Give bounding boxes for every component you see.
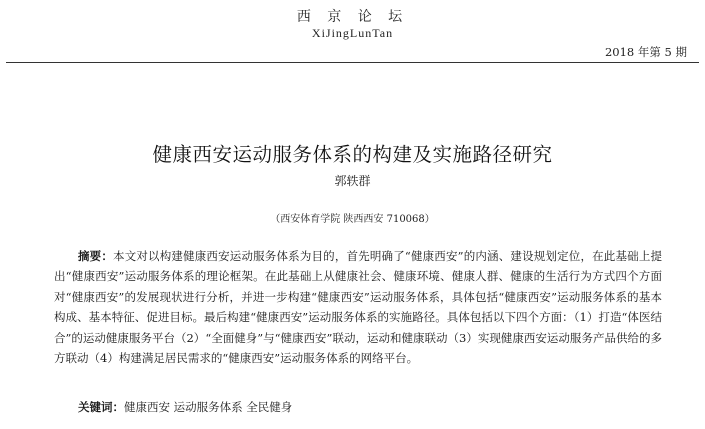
paper-title: 健康西安运动服务体系的构建及实施路径研究: [152, 143, 553, 167]
author-affiliation: （西安体育学院 陕西西安 710068）: [270, 214, 435, 225]
abstract-label: 摘要：: [78, 248, 114, 263]
abstract: [54, 246, 662, 370]
keywords: [78, 399, 292, 415]
issue-number: 2018 年第 5 期: [604, 45, 687, 59]
keywords-label: 关键词：: [78, 400, 124, 414]
keywords-text: 健康西安 运动服务体系 全民健身: [124, 400, 293, 414]
abstract-text: 本文对以构建健康西安运动服务体系为目的，首先明确了“健康西安”的内涵、建设规划定位，在此基础上提出“健康西安”运动服务体系的理论框架。在此基础上从健康社会、健康环境、健康人群、健康的生活行为方式四个方面对“健康西安”的发展现状进行分析，并进一步构建“健康西安”运动服务体系，具体包括“健康西安”运动服务体系的基本构成、基本特征、促进目标。最后构建“健康西安”运动服务体系的实施路径。具体包括以下四个方面：（1）打造“体医结合”的运动健康服务平台（2）“全面健身”与“健康西安”联动，运动和健康联动（3）实现健康西安运动服务产品供给的多方联动（4）构建满足居民需求的“健康西安”运动服务体系的网络平台。: [54, 248, 662, 366]
journal-name-en: XiJingLunTan: [311, 26, 394, 40]
journal-name-cn: 西 京 论 坛: [296, 9, 409, 25]
header-divider: [6, 62, 699, 63]
author-name: 郭轶群: [334, 174, 371, 188]
